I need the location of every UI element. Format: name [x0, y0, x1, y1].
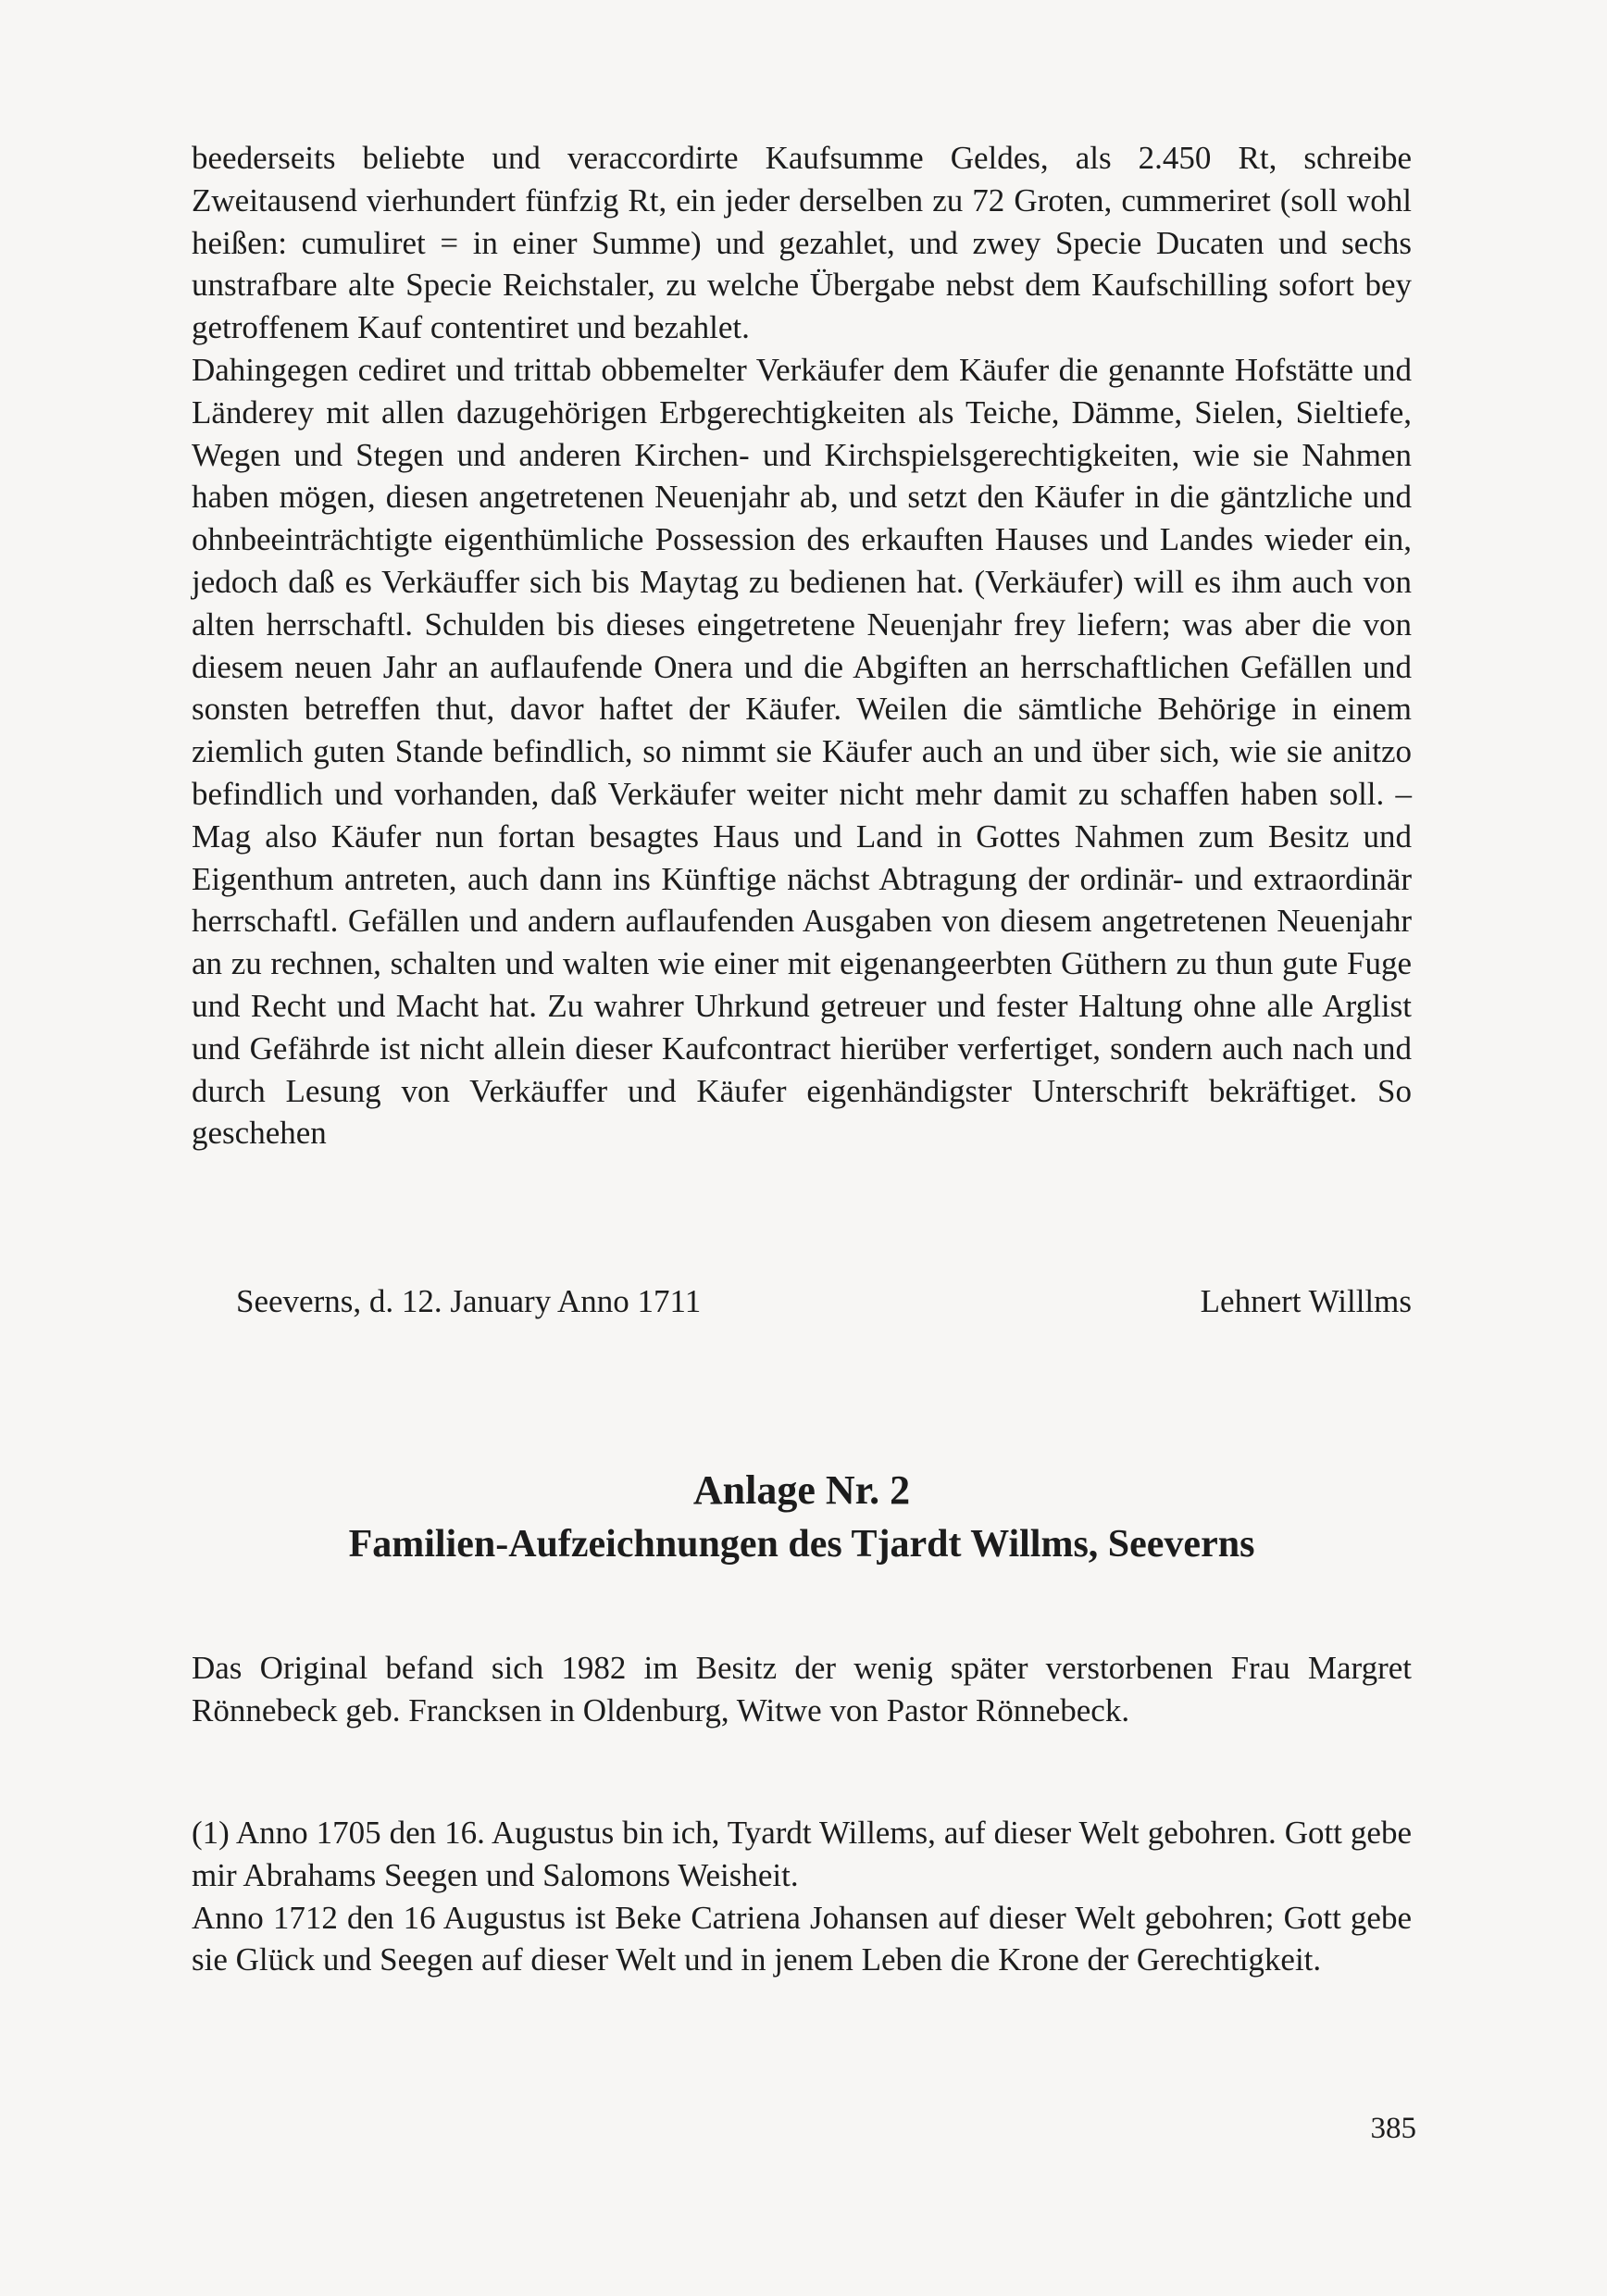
- appendix-subheading: Familien-Aufzeichnungen des Tjardt Willms, Seeverns: [348, 1523, 1255, 1566]
- appendix-heading: Anlage Nr. 2: [692, 1467, 911, 1513]
- page-number: 385: [1370, 2112, 1416, 2145]
- record-entry-1: (1) Anno 1705 den 16. Augustus bin ich, Tyardt Willems, auf dieser Welt gebohren. Gott gebe mir Abrahams Seegen und Salomons Weisheit.: [192, 1815, 1412, 1893]
- contract-text: [192, 137, 1412, 1154]
- record-entry-2: Anno 1712 den 16 Augustus ist Beke Catriena Johansen auf dieser Welt gebohren; Gott gebe sie Glück und Seegen auf dieser Welt und in jenem Leben die Krone der Gerechtigkeit.: [192, 1899, 1412, 1978]
- paragraph-original-source: Das Original befand sich 1982 im Besitz der wenig später verstorbenen Frau Margret Rönnebeck geb. Francksen in Oldenburg, Witwe von Pastor Rönnebeck.: [192, 1650, 1412, 1728]
- family-records: [192, 1812, 1412, 1981]
- dateline: [192, 1280, 1412, 1323]
- signature-name: Lehnert Willlms: [1200, 1283, 1412, 1319]
- place-date: Seeverns, d. 12. January Anno 1711: [236, 1283, 702, 1319]
- paragraph-purchase-sum: beederseits beliebte und veraccordirte Kaufsumme Geldes, als 2.450 Rt, schreibe Zweitausend vierhundert fünfzig Rt, ein jeder derselben zu 72 Groten, cummeriret (soll wohl heißen: cumuliret = in einer Summe) und gezahlet, und zwey Specie Ducaten und sechs unstrafbare alte Specie Reichstaler, zu welche Übergabe nebst dem Kaufschilling sofort bey getroffenem Kauf contentiret und bezahlet.: [192, 140, 1412, 346]
- paragraph-transfer-terms: Dahingegen cediret und trittab obbemelter Verkäufer dem Käufer die genannte Hofstätte und Länderey mit allen dazugehörigen Erbgerechtigkeiten als Teiche, Dämme, Sielen, Sieltiefe, Wegen und Stegen und anderen Kirchen- und Kirchspielsgerechtigkeiten, wie sie Nahmen haben mögen, diesen angetretenen Neuenjahr ab, und setzt den Käufer in die gäntzliche und ohnbeeinträchtigte eigenthümliche Possession des erkauften Hauses und Landes wieder ein, jedoch daß es Verkäuffer sich bis Maytag zu bedienen hat. (Verkäufer) will es ihm auch von alten herrschaftl. Schulden bis dieses eingetretene Neuenjahr frey liefern; was aber die von diesem neuen Jahr an auflaufende Onera und die Abgiften an herrschaftlichen Gefällen und sonsten betreffen thut, davor haftet der Käufer. Weilen die sämtliche Behörige in einem ziemlich guten Stande befindlich, so nimmt sie Käufer auch an und über sich, wie sie anitzo befindlich und vorhanden, daß Verkäufer weiter nicht mehr damit zu schaffen haben soll. – Mag also Käufer nun fortan besagtes Haus und Land in Gottes Nahmen zum Besitz und Eigenthum antreten, auch dann ins Künftige nächst Abtragung der ordinär- und extraordinär herrschaftl. Gefällen und andern auflaufenden Ausgaben von diesem angetretenen Neuenjahr an zu rechnen, schalten und walten wie einer mit eigenangeerbten Güthern zu thun gute Fuge und Recht und Macht hat. Zu wahrer Uhrkund getreuer und fester Haltung ohne alle Arglist und Gefährde ist nicht allein dieser Kaufcontract hierüber verfertiget, sondern auch nach und durch Lesung von Verkäuffer und Käufer eigenhändigster Unterschrift bekräftiget. So geschehen: [192, 351, 1412, 1152]
- intro-text: [192, 1647, 1412, 1732]
